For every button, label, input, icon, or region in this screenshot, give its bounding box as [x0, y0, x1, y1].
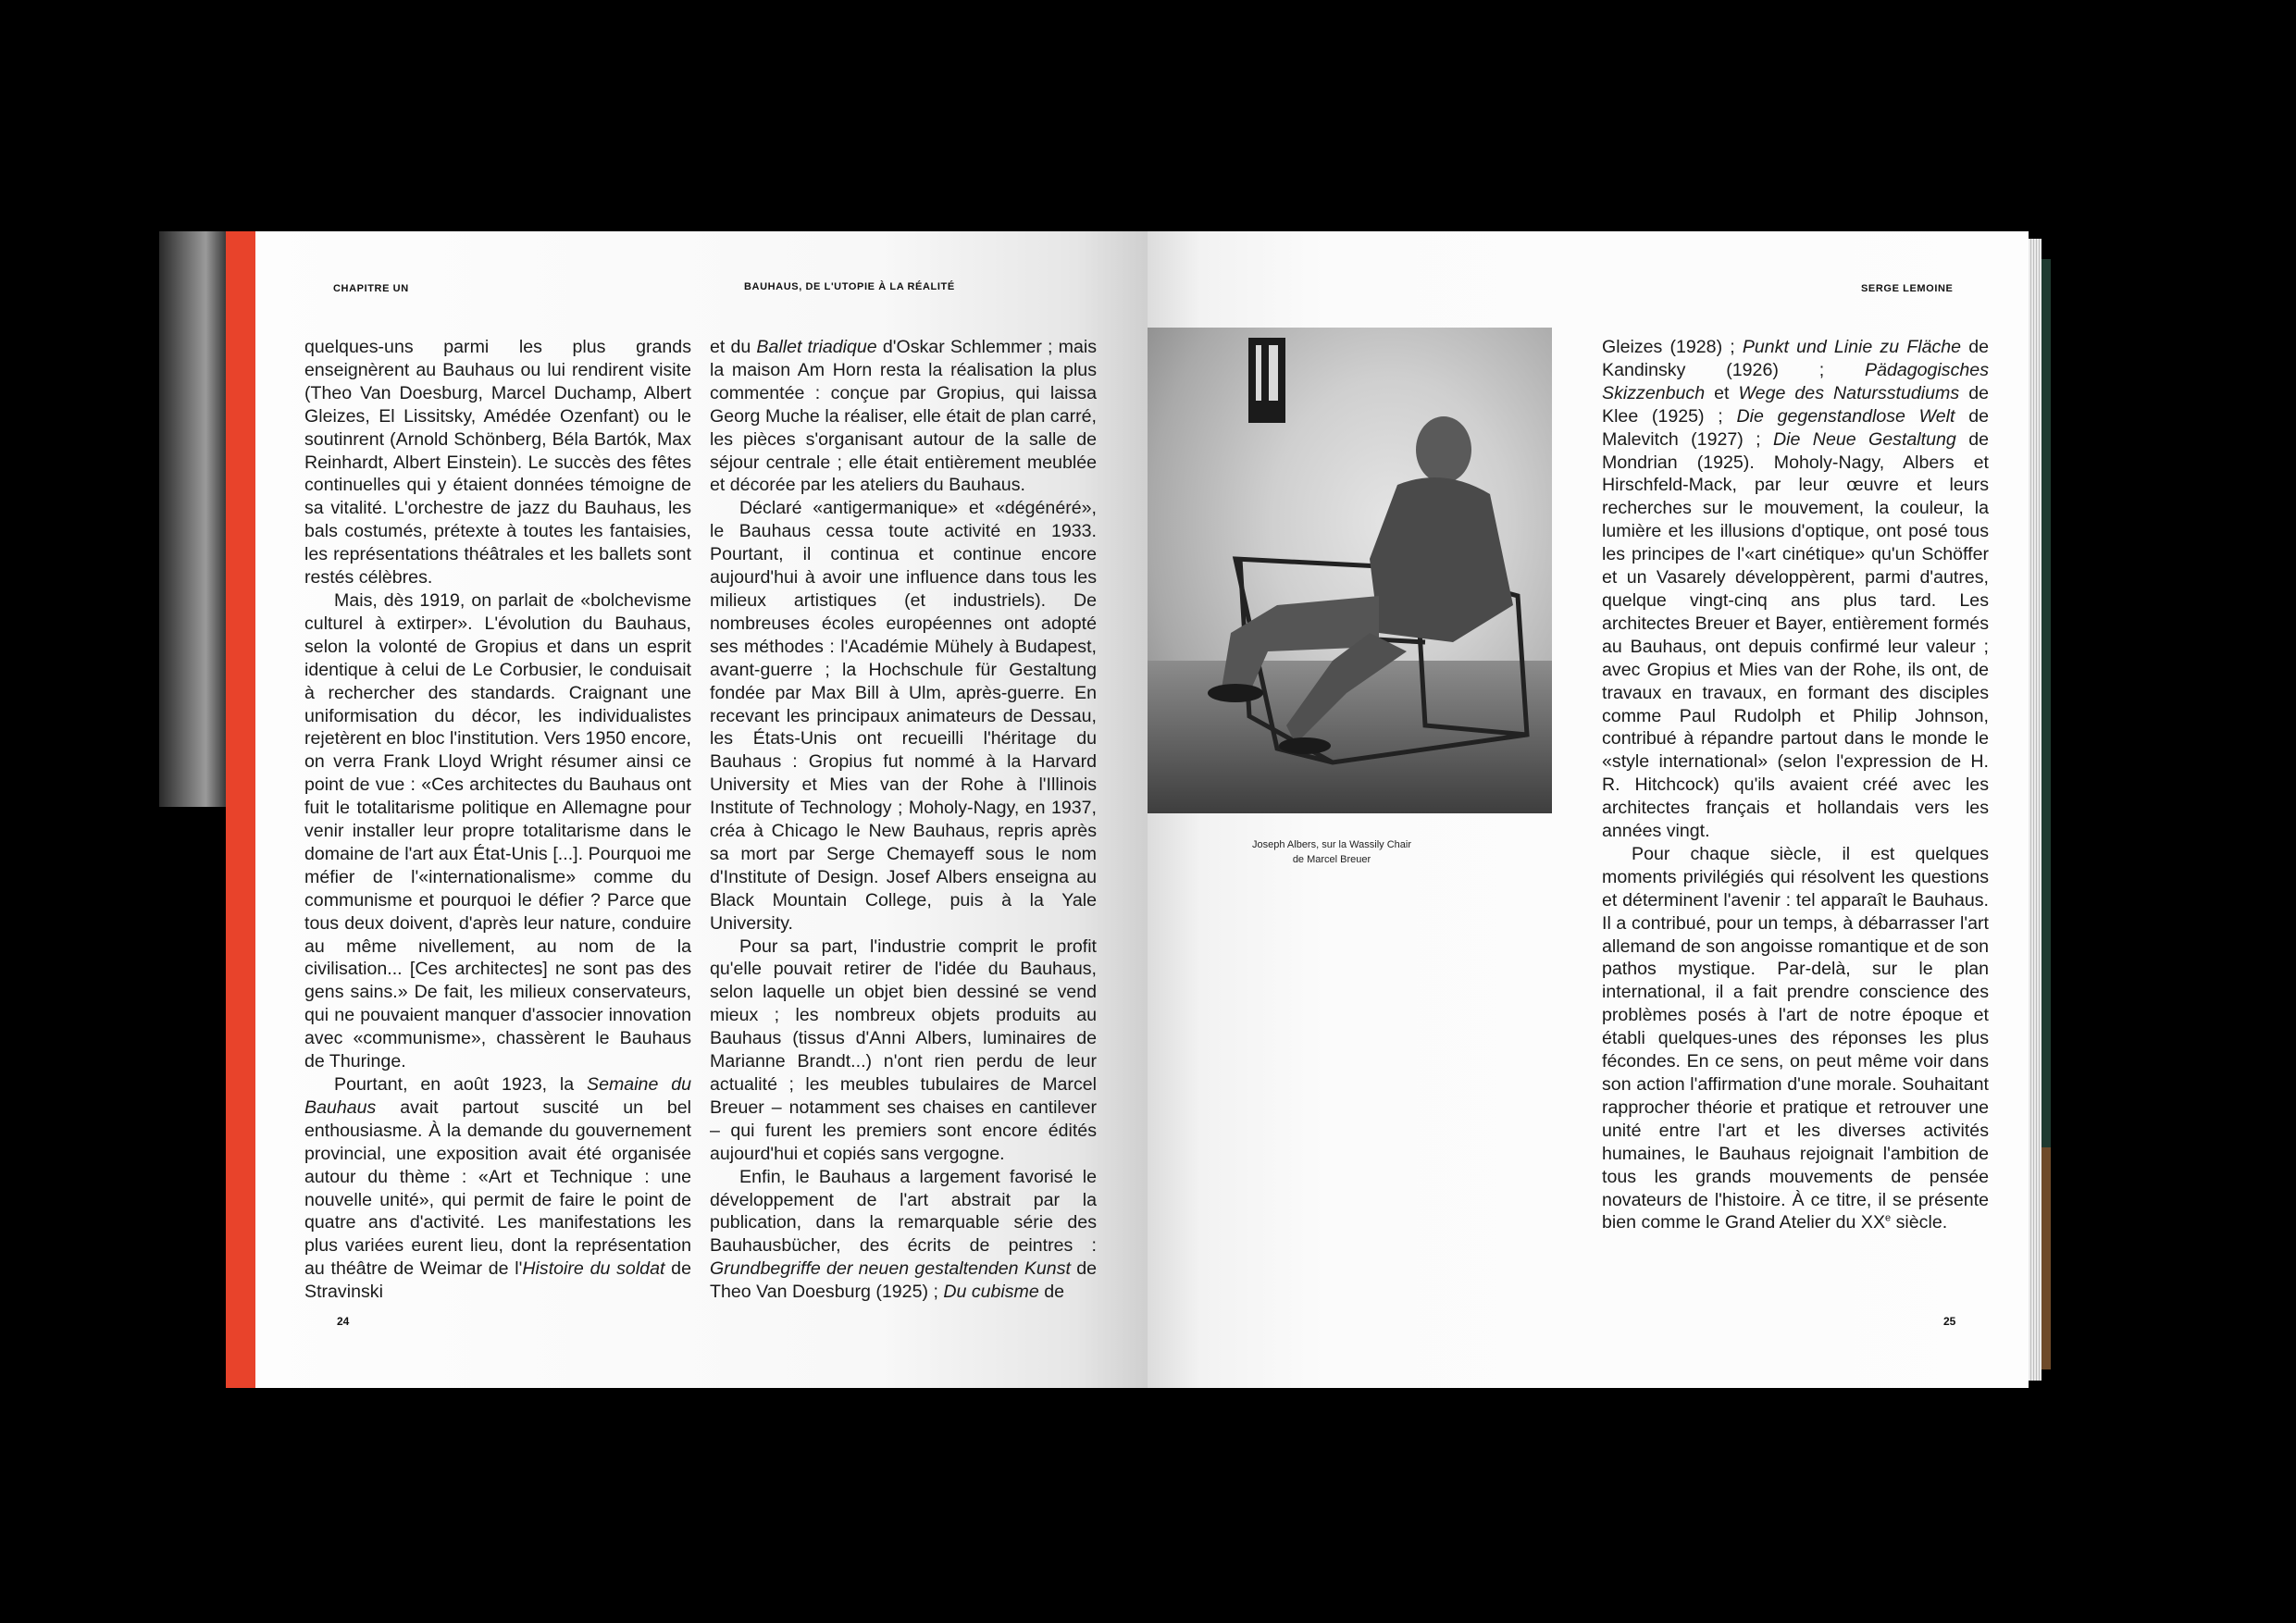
paragraph: Pour sa part, l'industrie comprit le profit qu'elle pouvait retirer de l'idée du Bauhaus, selon laquelle un objet bien dessiné se vend mieux ; les nombreux objets produits au Bauhaus (tissus d'Anni Albers, luminaires de Marianne Brandt...) n'ont rien perdu de leur actualité ; les meubles tubulaires de Marcel Breuer – notamment ses chaises en cantilever – qui furent les premiers sont encore édités aujourd'hui et copiés sans vergogne.	[710, 935, 1097, 1164]
author-header: SERGE LEMOINE	[1861, 283, 1954, 294]
photo-caption: Joseph Albers, sur la Wassily Chair de Marcel Breuer	[1252, 839, 1411, 865]
cover-edge-green	[2042, 259, 2051, 1147]
paragraph: Mais, dès 1919, on parlait de «bolchevisme culturel à extirper». L'évolution du Bauhaus, selon la volonté de Gropius et dans un esprit identique à celui de Le Corbusier, le conduisait à rechercher des standards. Craignant une uniformisation du décor, les individualistes rejetèrent en bloc l'institution. Vers 1950 encore, on verra Frank Lloyd Wright résumer ainsi ce point de vue : «Ces architectes du Bauhaus ont fuit le totalitarisme politique en Allemagne pour venir installer leur propre totalitarisme dans le domaine de l'art aux État-Unis [...]. Pourquoi me méfier de l'«internationalisme» comme du communisme et pourquoi le défier ? Parce que tous deux doivent, d'après leur nature, conduire au même nivellement, au nom de la civilisation... [Ces architectes] ne sont pas des gens sains.» De fait, les milieux conservateurs, qui ne pouvaient manquer d'associer innovation avec «communisme», chassèrent le Bauhaus de Thuringe.	[304, 589, 691, 1072]
right-text-column	[1602, 336, 1989, 1234]
running-title: BAUHAUS, DE L'UTOPIE À LA RÉALITÉ	[744, 281, 955, 292]
paragraph: et du Ballet triadique d'Oskar Schlemmer ; mais la maison Am Horn resta la réalisation la plus commentée : conçue par Gropius, qui laissa Georg Muche la réaliser, elle était de plan carré, les pièces s'organisant autour de la salle de séjour centrale ; elle était entièrement meublée et décorée par les ateliers du Bauhaus.	[710, 337, 1097, 496]
cover-edge-brown	[2042, 1147, 2051, 1369]
page-number-left: 24	[337, 1315, 350, 1328]
red-flyleaf-strip	[226, 231, 255, 1388]
paragraph: Gleizes (1928) ; Punkt und Linie zu Fläche de Kandinsky (1926) ; Pädagogisches Skizzenbuch et Wege des Natursstudiums de Klee (1925) ; Die gegenstandlose Welt de Malevitch (1927) ; Die Neue Gestaltung de Mondrian (1925). Moholy-Nagy, Albers et Hirschfeld-Mack, par leur œuvre et leurs recherches sur le mouvement, la couleur, la lumière et les illusions d'optique, ont posé tous les principes de l'«art cinétique» qu'un Schöffer et un Vasarely développèrent, parmi d'autres, quelque vingt-cinq ans plus tard. Les architectes Breuer et Bayer, entièrement formés au Bauhaus, ont depuis confirmé leur valeur ; avec Gropius et Mies van der Rohe, ils ont, de travaux en travaux, en formant des disciples comme Paul Rudolph et Philip Johnson, contribué à répandre partout dans le monde le «style international» (selon l'expression de H. R. Hitchcock) qu'ils avaient créé avec les architectes français et hollandais vers les années vingt.	[1602, 337, 1989, 842]
page-stack-edge	[2029, 239, 2042, 1381]
paragraph: Pourtant, en août 1923, la Semaine du Bauhaus avait partout suscité un bel enthousiasme. À la demande du gouvernement provincial, une exposition avait été organisée autour du thème : «Art et Technique : une nouvelle unité», qui permit de faire le point de quatre ans d'activité. Les manifestations les plus variées eurent lieu, dont la représentation au théâtre de Weimar de l'Histoire du soldat de Stravinski	[304, 1074, 691, 1303]
photo-albers-wassily-chair	[1148, 328, 1552, 813]
paragraph: quelques-uns parmi les plus grands enseignèrent au Bauhaus ou lui rendirent visite (Theo Van Doesburg, Marcel Duchamp, Albert Gleizes, El Lissitsky, Amédée Ozenfant) ou le soutinrent (Arnold Schönberg, Béla Bartók, Max Reinhardt, Albert Einstein). Le succès des fêtes continuelles qui y étaient données témoigne de sa vitalité. L'orchestre de jazz du Bauhaus, les bals costumés, prétexte à toutes les fantaisies, les représentations théâtrales et les ballets sont restés célèbres.	[304, 337, 691, 588]
left-text-column-1	[304, 336, 691, 1304]
paragraph: Pour chaque siècle, il est quelques moments privilégiés qui résolvent les questions et déterminent l'avenir : tel apparaît le Bauhaus. Il a contribué, pour un temps, à débarrasser l'art allemand de son angoisse romantique et de son pathos mystique. Par-delà, sur le plan international, il a fait prendre conscience des problèmes posés à l'art de notre époque et établi quelques-unes des réponses les plus fécondes. En ce sens, on peut même voir dans son action l'affirmation d'une morale. Souhaitant rapprocher théorie et pratique et retrouver une unité entre l'art et les diverses activités humaines, le Bauhaus rejoignait l'ambition de tous les grands mouvements de pensée novateurs de l'histoire. À ce titre, il se présente bien comme le Grand Atelier du XXe siècle.	[1602, 843, 1989, 1233]
paragraph: Déclaré «antigermanique» et «dégénéré», le Bauhaus cessa toute activité en 1933. Pourtant, il continua et continue encore aujourd'hui à avoir une influence dans tous les milieux artistiques (et industriels). De nombreuses écoles européennes ont adopté ses méthodes : l'Académie Mühely à Budapest, avant-guerre ; la Hochschule für Gestaltung fondée par Max Bill à Ulm, après-guerre. En recevant les principaux animateurs de Dessau, les États-Unis ont recueilli l'héritage du Bauhaus : Gropius fut nommé à la Harvard University et Mies van der Rohe à l'Illinois Institute of Technology ; Moholy-Nagy, en 1937, créa à Chicago le New Bauhaus, repris après sa mort par Serge Chemayeff sous le nom d'Institute of Design. Josef Albers enseigna au Black Mountain College, puis à la Yale University.	[710, 498, 1097, 934]
photo-illustration	[1148, 328, 1552, 813]
left-text-column-2	[710, 336, 1097, 1304]
paragraph: Enfin, le Bauhaus a largement favorisé le développement de l'art abstrait par la publication, dans la remarquable série des Bauhausbücher, des écrits de peintres : Grundbegriffe der neuen gestaltenden Kunst de Theo Van Doesburg (1925) ; Du cubisme de	[710, 1166, 1097, 1303]
bauhaus-logo-mark	[1248, 338, 1285, 423]
previous-page-photo-strip	[159, 231, 226, 807]
chapter-header: CHAPITRE UN	[333, 283, 409, 294]
page-number-right: 25	[1943, 1315, 1956, 1328]
